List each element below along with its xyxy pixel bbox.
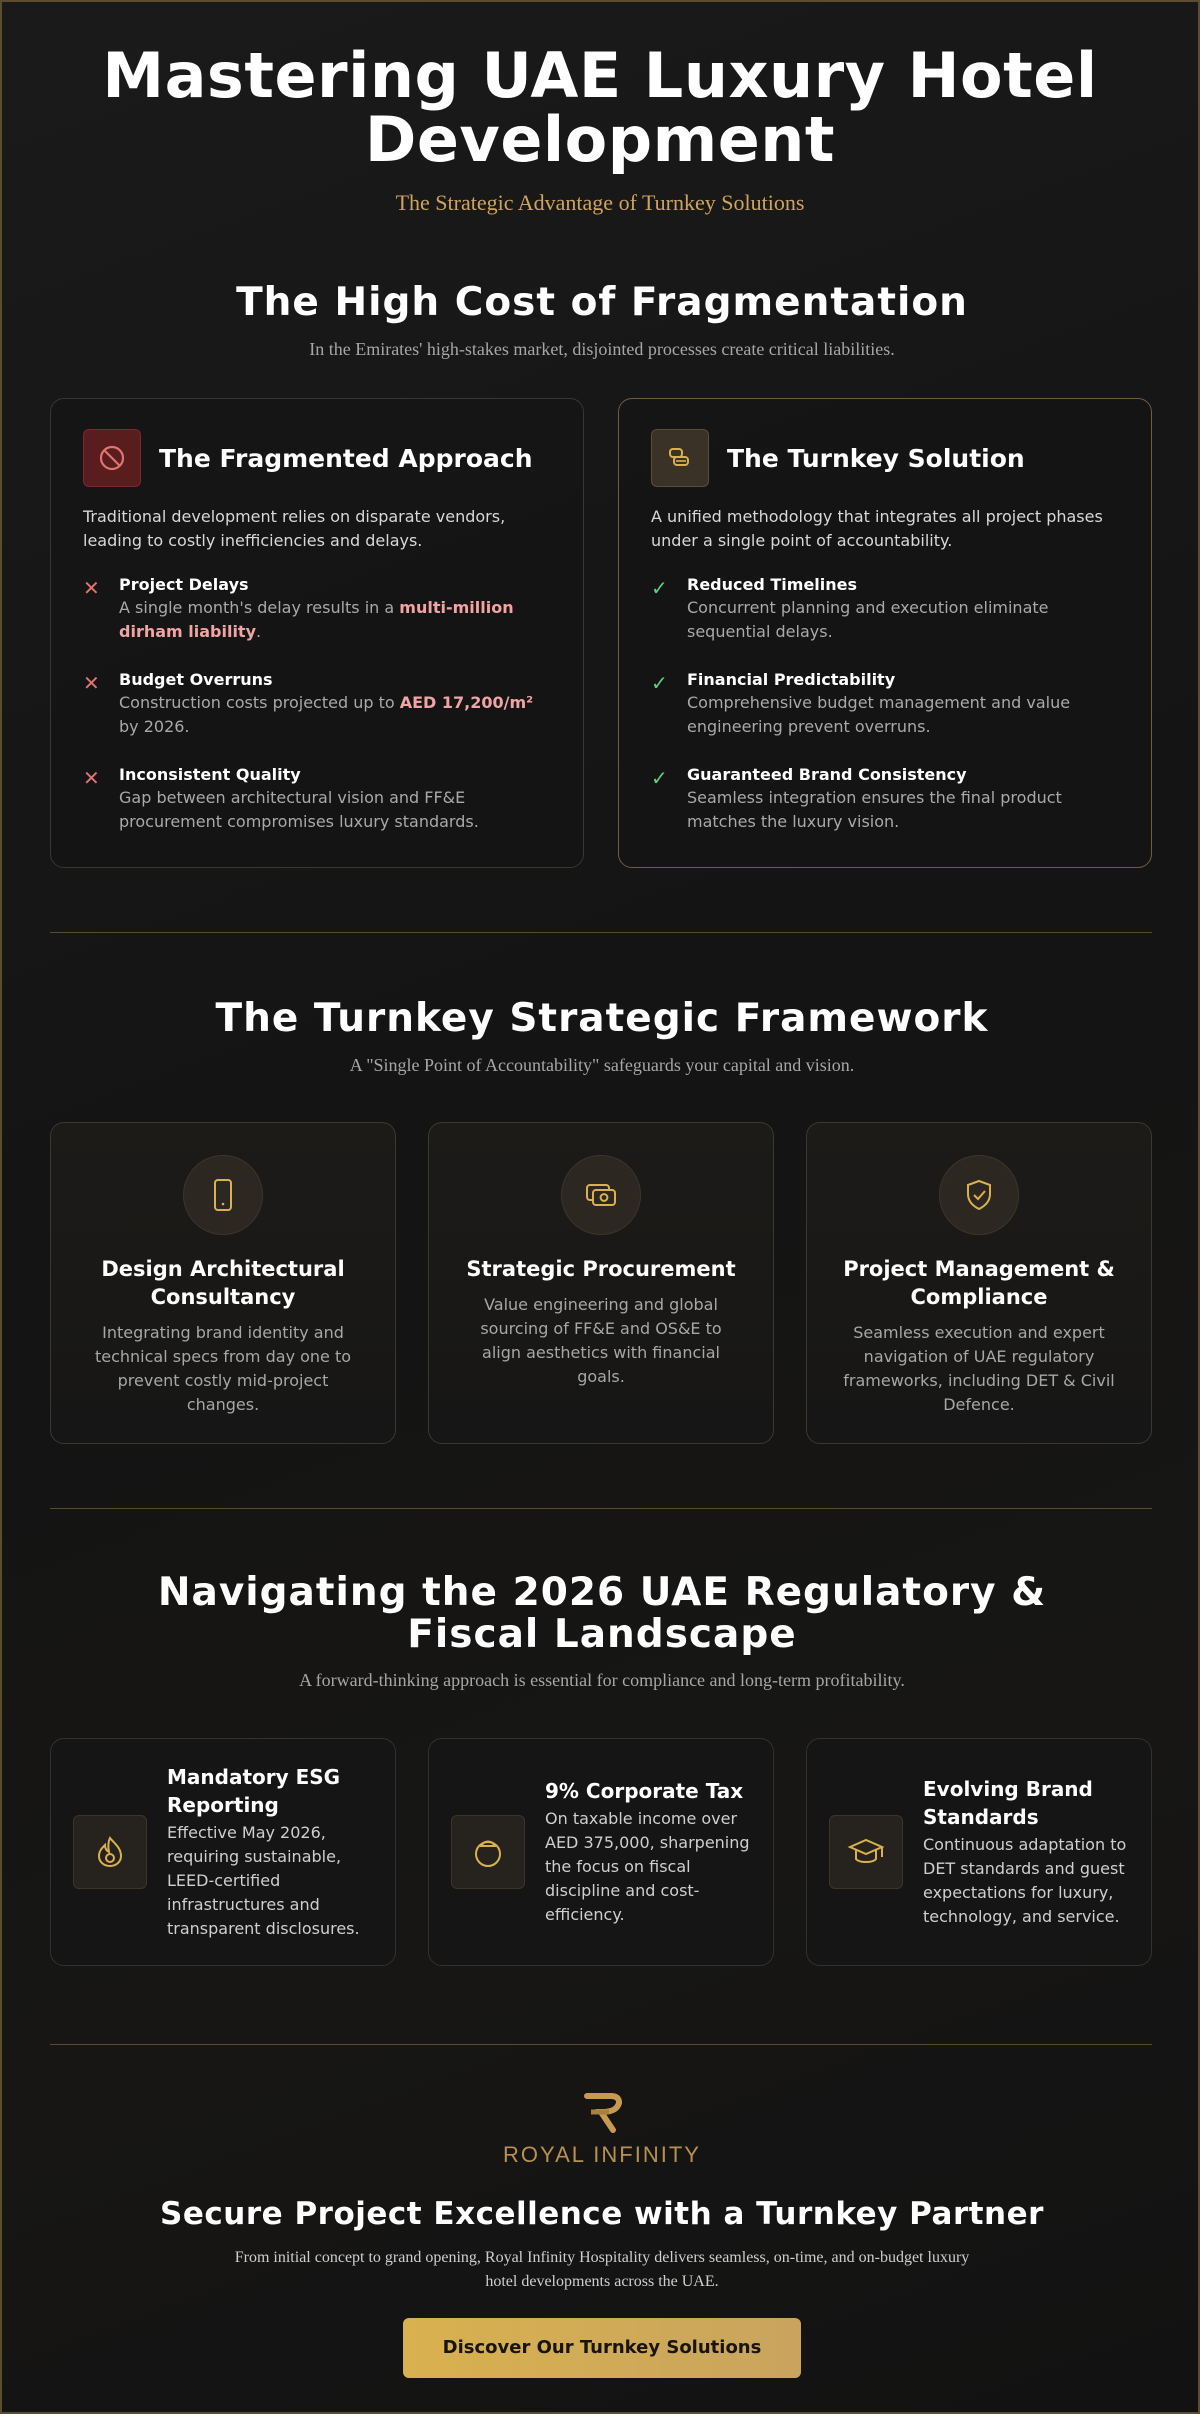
- item-text: Construction costs projected up to AED 17,200/m² by 2026.: [119, 693, 534, 736]
- coins-icon: [651, 429, 709, 487]
- pillar-text: Integrating brand identity and technical specs from day one to prevent costly mid-project changes.: [94, 1323, 352, 1414]
- item-title: Reduced Timelines: [687, 575, 858, 594]
- regulatory-card: [50, 1738, 396, 1966]
- card-text: Continuous adaptation to DET standards and guest expectations for luxury, technology, and service.: [923, 1835, 1127, 1926]
- framework-section: [2, 996, 1200, 1076]
- item-title: Budget Overruns: [119, 670, 273, 689]
- pillar-text: Value engineering and global sourcing of FF&E and OS&E to align aesthetics with financial goals.: [480, 1295, 722, 1386]
- x-icon: ✕: [83, 766, 100, 790]
- money-icon: [561, 1155, 641, 1235]
- list-item: [651, 670, 1119, 739]
- tablet-icon: [183, 1155, 263, 1235]
- highlight: AED 17,200/m²: [399, 693, 534, 712]
- section-subtitle: In the Emirates' high-stakes market, disjointed processes create critical liabilities.: [309, 339, 895, 359]
- cta-footer: [2, 2088, 1200, 2378]
- cta-title: Secure Project Excellence with a Turnkey Partner: [160, 2196, 1044, 2232]
- comparison-cards: [50, 398, 1152, 868]
- section-title: The Turnkey Strategic Framework: [215, 996, 989, 1041]
- eco-flame-icon: [73, 1815, 147, 1889]
- turnkey-solution-card: [618, 398, 1152, 868]
- item-title: Financial Predictability: [687, 670, 896, 689]
- item-title: Guaranteed Brand Consistency: [687, 765, 967, 784]
- card-title: The Fragmented Approach: [159, 443, 533, 473]
- section-title: The High Cost of Fragmentation: [236, 280, 968, 325]
- list-item: [83, 670, 551, 739]
- hero-title: Mastering UAE Luxury Hotel Development: [102, 39, 1098, 176]
- divider: [50, 1508, 1152, 1509]
- regulatory-card: [806, 1738, 1152, 1966]
- card-title: The Turnkey Solution: [727, 443, 1025, 473]
- highlight: multi-million dirham liability: [119, 598, 514, 641]
- card-title: Evolving Brand Standards: [923, 1777, 1093, 1829]
- check-icon: ✓: [651, 576, 668, 600]
- discover-solutions-button[interactable]: Discover Our Turnkey Solutions: [403, 2318, 801, 2378]
- ban-icon: [83, 429, 141, 487]
- check-icon: ✓: [651, 671, 668, 695]
- cta-text: From initial concept to grand opening, Royal Infinity Hospitality delivers seamless, on-time, and on-budget luxury hotel developments across the UAE.: [234, 2249, 970, 2290]
- card-text: Effective May 2026, requiring sustainable, LEED-certified infrastructures and transparent disclosures.: [167, 1823, 360, 1938]
- regulatory-section: [2, 1572, 1200, 1691]
- fragmented-approach-card: [50, 398, 584, 868]
- money-bag-icon: [451, 1815, 525, 1889]
- item-text: Comprehensive budget management and value engineering prevent overruns.: [687, 693, 1071, 736]
- list-item: [651, 575, 1119, 644]
- list-item: [651, 765, 1119, 834]
- list-item: [83, 765, 551, 834]
- logo-text: ROYAL INFINITY: [503, 2142, 701, 2167]
- section-title: Navigating the 2026 UAE Regulatory & Fiscal Landscape: [157, 1570, 1047, 1657]
- item-title: Project Delays: [119, 575, 249, 594]
- section-subtitle: A "Single Point of Accountability" safeguards your capital and vision.: [349, 1055, 855, 1075]
- divider: [50, 932, 1152, 933]
- item-text: Concurrent planning and execution eliminate sequential delays.: [687, 598, 1049, 641]
- item-text: Gap between architectural vision and FF&E procurement compromises luxury standards.: [119, 788, 479, 831]
- pillar-title: Design Architectural Consultancy: [101, 1257, 345, 1309]
- pillar-card: [428, 1122, 774, 1444]
- regulatory-card: [428, 1738, 774, 1966]
- item-title: Inconsistent Quality: [119, 765, 301, 784]
- hero: [2, 2, 1198, 216]
- fragmentation-section: [2, 280, 1200, 360]
- regulatory-cards: [50, 1738, 1152, 1966]
- divider: [50, 2044, 1152, 2045]
- x-icon: ✕: [83, 576, 100, 600]
- item-text: A single month's delay results in a multi-million dirham liability.: [119, 598, 514, 641]
- card-intro: Traditional development relies on disparate vendors, leading to costly inefficiencies and delays.: [83, 507, 506, 550]
- check-icon: ✓: [651, 766, 668, 790]
- pillar-text: Seamless execution and expert navigation of UAE regulatory frameworks, including DET & Civil Defence.: [843, 1323, 1115, 1414]
- royal-infinity-logo-icon: [577, 2088, 627, 2138]
- framework-pillars: [50, 1122, 1152, 1444]
- section-subtitle: A forward-thinking approach is essential for compliance and long-term profitability.: [299, 1670, 905, 1690]
- pillar-title: Project Management & Compliance: [843, 1257, 1115, 1309]
- card-text: On taxable income over AED 375,000, sharpening the focus on fiscal discipline and cost-efficiency.: [545, 1809, 750, 1924]
- item-text: Seamless integration ensures the final product matches the luxury vision.: [687, 788, 1062, 831]
- pillar-card: [50, 1122, 396, 1444]
- shield-check-icon: [939, 1155, 1019, 1235]
- list-item: [83, 575, 551, 644]
- card-title: 9% Corporate Tax: [545, 1779, 744, 1803]
- card-intro: A unified methodology that integrates all project phases under a single point of accountability.: [651, 507, 1103, 550]
- pillar-title: Strategic Procurement: [466, 1257, 736, 1281]
- x-icon: ✕: [83, 671, 100, 695]
- pillar-card: [806, 1122, 1152, 1444]
- graduation-cap-icon: [829, 1815, 903, 1889]
- hero-subtitle: The Strategic Advantage of Turnkey Solutions: [395, 190, 805, 215]
- card-title: Mandatory ESG Reporting: [167, 1765, 341, 1817]
